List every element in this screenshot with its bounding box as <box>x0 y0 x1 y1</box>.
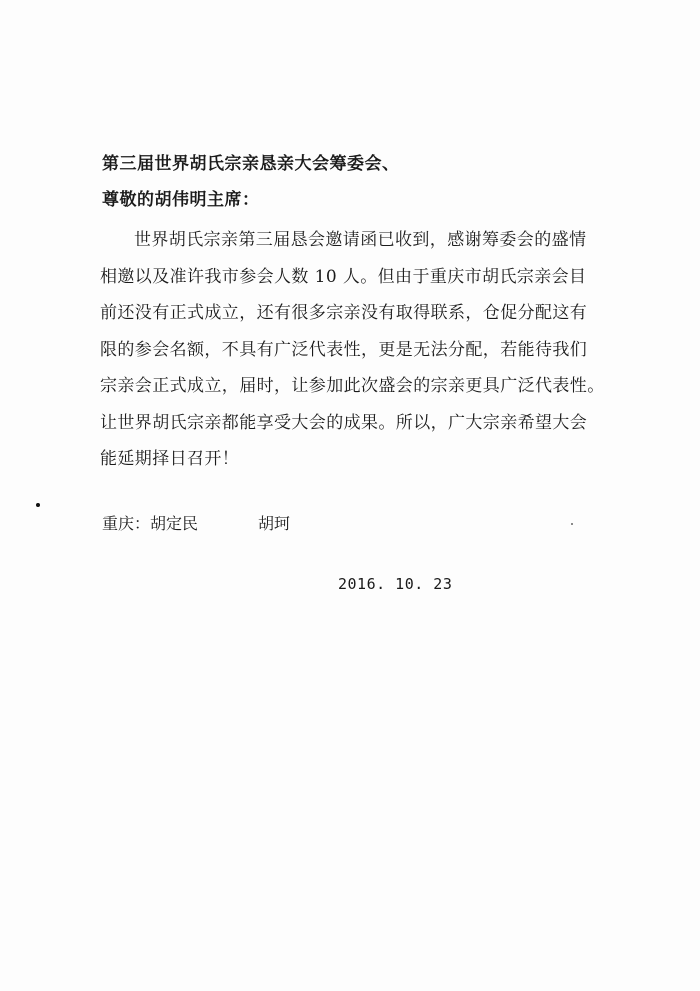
scan-speck <box>36 503 40 507</box>
body-line: 能延期择日召开！ <box>100 449 240 469</box>
body-line: 让世界胡氏宗亲都能享受大会的成果。所以，广大宗亲希望大会 <box>100 412 588 433</box>
letter-body <box>100 222 605 478</box>
signature-hu-ke: 胡珂 <box>258 514 291 533</box>
scan-speck <box>571 523 573 525</box>
body-line: 相邀以及准许我市参会人数 10 人。但由于重庆市胡氏宗亲会目 <box>100 266 587 287</box>
letter-date: 2016. 10. 23 <box>338 575 453 593</box>
body-line: 世界胡氏宗亲第三届恳会邀请函已收到，感谢筹委会的盛情 <box>134 230 587 250</box>
signature-hu-dingmin: 重庆：胡定民 <box>102 514 199 533</box>
body-line: 宗亲会正式成立，届时，让参加此次盛会的宗亲更具广泛代表性。 <box>100 376 605 396</box>
body-line: 限的参会名额，不具有广泛代表性，更是无法分配，若能待我们 <box>100 339 588 360</box>
addressee-committee: 第三届世界胡氏宗亲恳亲大会筹委会、 <box>102 154 400 174</box>
addressee-chairman: 尊敬的胡伟明主席： <box>102 190 260 210</box>
body-line: 前还没有正式成立，还有很多宗亲没有取得联系，仓促分配这有 <box>100 303 588 323</box>
